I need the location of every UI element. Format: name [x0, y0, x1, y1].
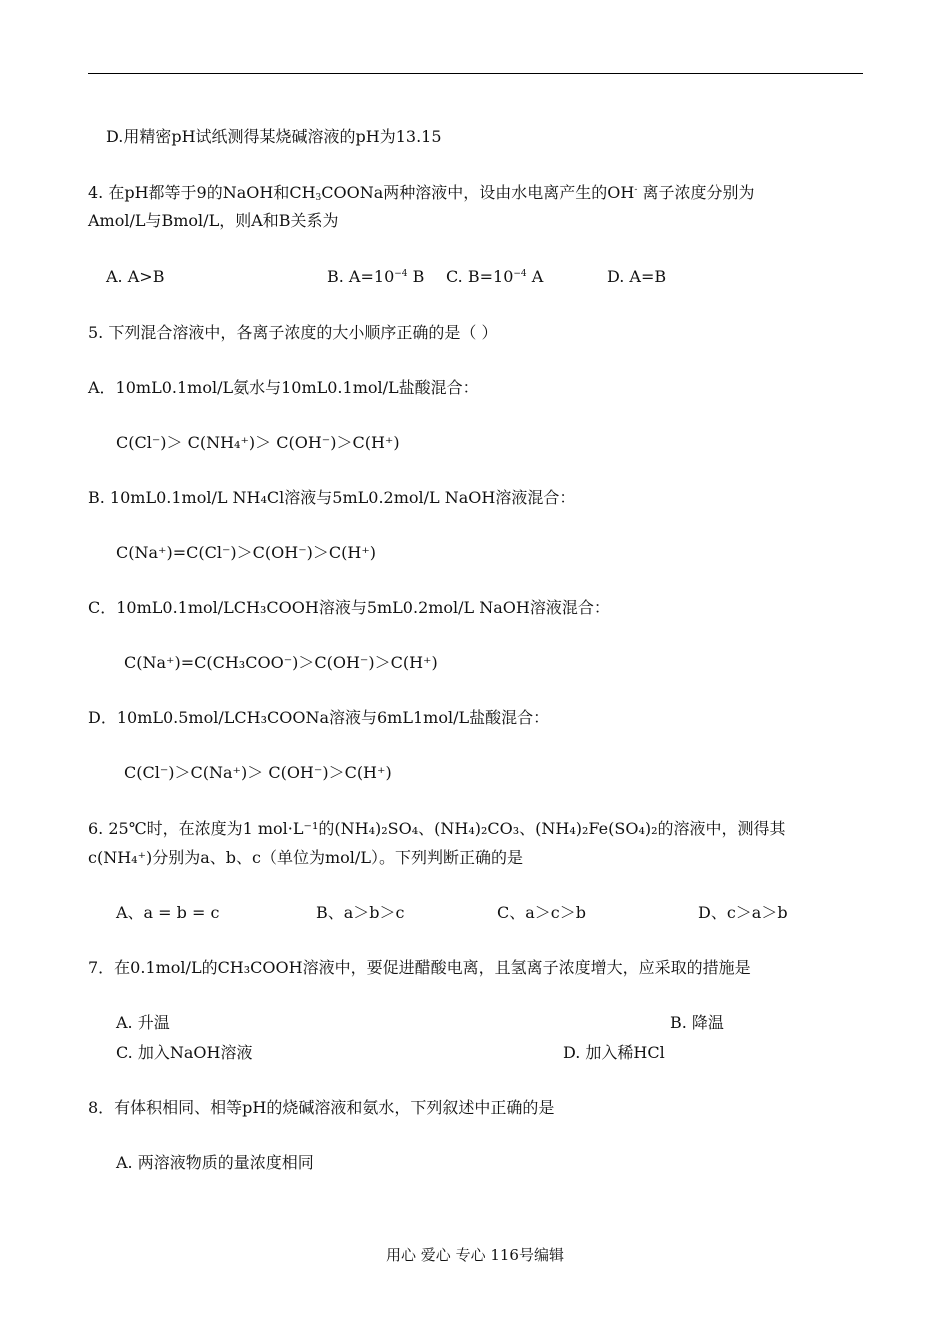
q4-stem-sup: -	[634, 185, 638, 195]
q5-c-expression: C(Na⁺)=C(CH₃COO⁻)＞C(OH⁻)＞C(H⁺)	[124, 653, 438, 672]
q5-stem: 5. 下列混合溶液中，各离子浓度的大小顺序正确的是（ ）	[88, 323, 498, 342]
q5-d-label: D．10mL0.5mol/LCH₃COONa溶液与6mL1mol/L盐酸混合：	[88, 708, 550, 727]
q7-option-c: C. 加入NaOH溶液	[116, 1043, 253, 1062]
q4-option-b-tail: B	[407, 267, 425, 286]
q4-option-c-exp: −4	[513, 269, 527, 279]
q4-stem-sub: 3	[315, 193, 322, 203]
q7-option-b: B. 降温	[670, 1013, 724, 1032]
q5-a-label: A．10mL0.1mol/L氨水与10mL0.1mol/L盐酸混合：	[88, 378, 479, 397]
q6-option-c: C、a＞c＞b	[497, 903, 586, 922]
q3-option-d: D.用精密pH试纸测得某烧碱溶液的pH为13.15	[106, 127, 442, 146]
q7-option-a: A. 升温	[116, 1013, 170, 1032]
q4-stem-line2: Amol/L与Bmol/L，则A和B关系为	[88, 211, 339, 230]
q5-d-expression: C(Cl⁻)＞C(Na⁺)＞ C(OH⁻)＞C(H⁺)	[124, 763, 392, 782]
q6-option-b: B、a＞b＞c	[316, 903, 405, 922]
q4-option-a: A. A>B	[106, 267, 165, 286]
q5-b-label: B. 10mL0.1mol/L NH₄Cl溶液与5mL0.2mol/L NaOH溶液混合：	[88, 488, 576, 507]
q4-option-b-text: B. A=10	[327, 267, 395, 286]
q6-stem-line2: c(NH₄⁺)分别为a、b、c（单位为mol/L）。下列判断正确的是	[88, 848, 523, 867]
q7-stem: 7．在0.1mol/L的CH₃COOH溶液中，要促进醋酸电离，且氢离子浓度增大，应采取的措施是	[88, 958, 751, 977]
q4-stem-line1	[88, 182, 755, 204]
q5-b-expression: C(Na⁺)=C(Cl⁻)＞C(OH⁻)＞C(H⁺)	[116, 543, 377, 562]
q4-stem-part2: COONa两种溶液中，设由水电离产生的OH	[321, 183, 635, 202]
q6-option-a: A、a = b = c	[116, 903, 220, 922]
q4-option-c-tail: A	[526, 267, 544, 286]
q5-a-expression: C(Cl⁻)＞ C(NH₄⁺)＞ C(OH⁻)＞C(H⁺)	[116, 433, 400, 452]
q4-option-c	[446, 266, 543, 288]
q7-option-d: D. 加入稀HCl	[563, 1043, 665, 1062]
q8-stem: 8．有体积相同、相等pH的烧碱溶液和氨水，下列叙述中正确的是	[88, 1098, 555, 1117]
q4-option-b-exp: −4	[394, 269, 408, 279]
q8-option-a: A. 两溶液物质的量浓度相同	[116, 1153, 314, 1172]
page-footer: 用心 爱心 专心 116号编辑	[386, 1246, 564, 1264]
q6-option-d: D、c＞a＞b	[698, 903, 788, 922]
q4-option-d: D. A=B	[607, 267, 667, 286]
q4-stem-part1: 4. 在pH都等于9的NaOH和CH	[88, 183, 316, 202]
q4-option-b	[327, 266, 424, 288]
header-rule	[88, 73, 863, 74]
q4-stem-part3: 离子浓度分别为	[637, 183, 755, 202]
q6-stem-line1: 6. 25℃时，在浓度为1 mol·L⁻¹的(NH₄)₂SO₄、(NH₄)₂CO₃、(NH₄)₂Fe(SO₄)₂的溶液中，测得其	[88, 819, 786, 838]
q4-option-c-text: C. B=10	[446, 267, 514, 286]
q5-c-label: C．10mL0.1mol/LCH₃COOH溶液与5mL0.2mol/L NaOH溶液混合：	[88, 598, 610, 617]
